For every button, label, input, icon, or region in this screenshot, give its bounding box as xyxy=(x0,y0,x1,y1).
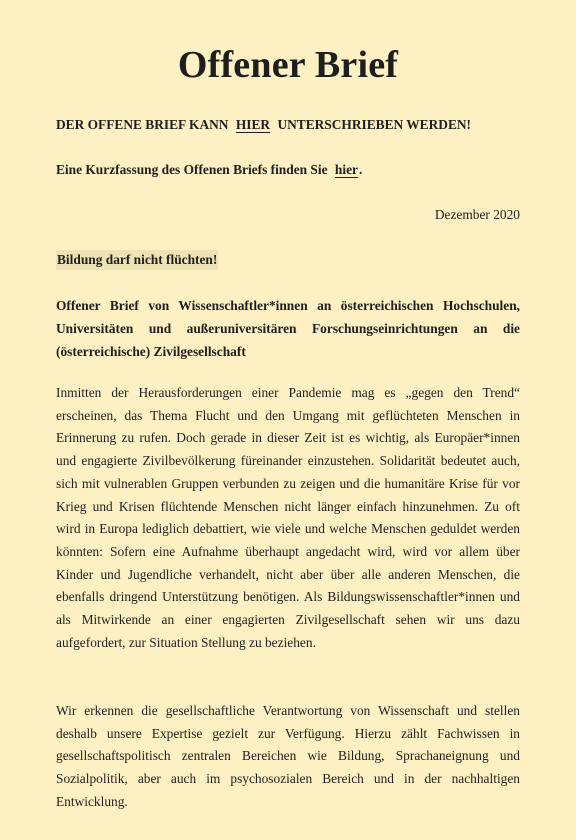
letter-subheadline: Offener Brief von Wissenschaftler*innen an österreichischen Hochschulen, Universitäten und außeruniversitären Forschungseinrichtungen an die (österreichische) Zivilgesellschaft xyxy=(56,298,520,359)
sign-here-link[interactable]: HIER xyxy=(235,117,271,132)
summary-notice xyxy=(56,160,520,180)
notice-text-after: UNTERSCHRIEBEN WERDEN! xyxy=(277,117,472,132)
signature-notice xyxy=(56,115,520,135)
summary-text-after: . xyxy=(358,162,363,177)
summary-text-before: Eine Kurzfassung des Offenen Briefs finden Sie xyxy=(56,162,328,177)
notice-text-before: DER OFFENE BRIEF KANN xyxy=(56,117,229,132)
page-title: Offener Brief xyxy=(177,44,399,87)
letter-paragraph: Inmitten der Herausforderungen einer Pandemie mag es „gegen den Trend“ erscheinen, das Thema Flucht und den Umgang mit geflüchteten Menschen in Erinnerung zu rufen. Doch gerade in dieser Zeit ist es wichtig, als Europäer*innen und engagierte Zivilbevölkerung füreinander einzustehen. Solidarität bedeutet auch, sich mit vulnerablen Gruppen verbunden zu zeigen und die humanitäre Krise für vor Krieg und Krisen flüchtende Menschen nicht länger einfach hinzunehmen. Zu oft wird in Europa lediglich debattiert, wie viele und welche Menschen geduldet werden könnten: Sofern eine Aufnahme überhaupt angedacht wird, wird vor allem über Kinder und Jugendliche verhandelt, nicht aber über alle anderen Menschen, die ebenfalls dringend Unterstützung benötigen. Als Bildungswissenschaftler*innen und als Mitwirkende an einer engagierten Zivilgesellschaft sehen wir uns dazu aufgefordert, zur Situation Stellung zu beziehen. xyxy=(56,385,520,650)
summary-link[interactable]: hier xyxy=(334,162,358,177)
letter-headline: Bildung darf nicht flüchten! xyxy=(56,250,218,270)
letter-paragraph: Wir erkennen die gesellschaftliche Verantwortung von Wissenschaft und stellen deshalb unsere Expertise gezielt zur Verfügung. Hierzu zählt Fachwissen in gesellschaftspolitisch zentralen Bereichen wie Bildung, Sprachaneignung und Sozialpolitik, aber auch im psychosozialen Bereich und in der nachhaltigen Entwicklung. xyxy=(56,703,520,809)
letter-date: Dezember 2020 xyxy=(434,207,520,222)
